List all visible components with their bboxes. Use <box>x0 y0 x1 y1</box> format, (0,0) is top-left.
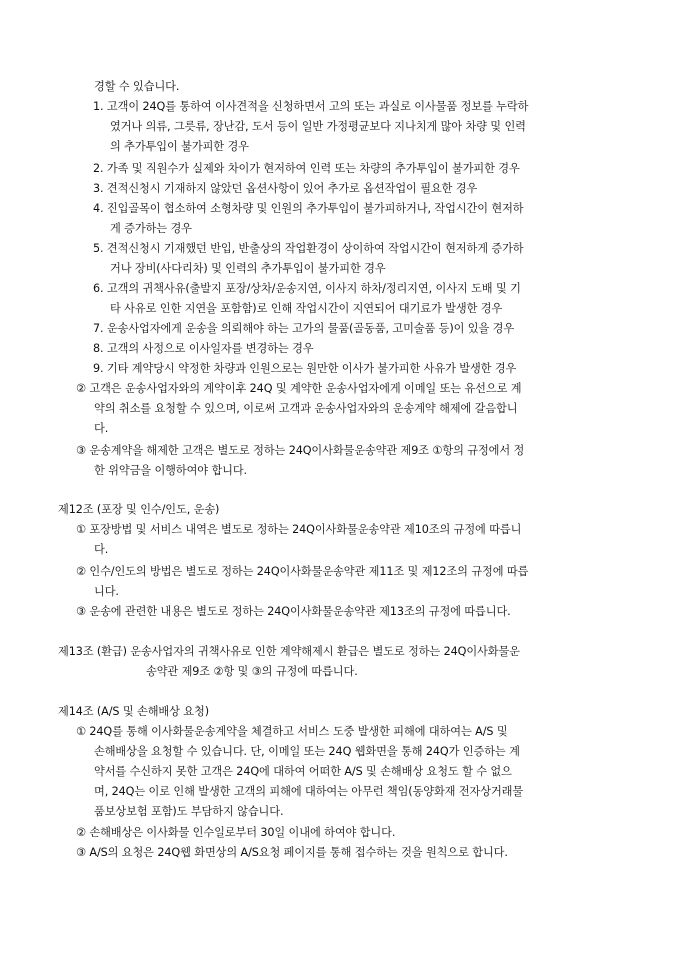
text-line: 타 사유로 인한 지연을 포함함)로 인해 작업시간이 지연되어 대기료가 발생한 경우 <box>110 302 503 315</box>
text-line: 게 증가하는 경우 <box>110 222 192 235</box>
article-13-heading: 제13조 (환급) 운송사업자의 귀책사유로 인한 계약해제시 환급은 별도로 정하는 24Q이사화물운 <box>58 645 520 658</box>
list-item-4: 4. 진입골목이 협소하여 소형차량 및 인원의 추가투입이 불가피하거나, 작업시간이 현저하 <box>93 202 524 215</box>
list-item-8: 8. 고객의 사정으로 이사일자를 변경하는 경우 <box>93 342 314 355</box>
text-line: 며, 24Q는 이로 인해 발생한 고객의 피해에 대하여는 아무런 책임(동양화재 전자상거래물 <box>94 785 524 798</box>
text-line: 품보상보험 포함)도 부담하지 않습니다. <box>94 805 284 818</box>
text-line: 니다. <box>94 585 119 598</box>
text-line: 의 추가투입이 불가피한 경우 <box>110 140 249 153</box>
text-line: 다. <box>94 422 109 435</box>
clause-2: ② 손해배상은 이사화물 인수일로부터 30일 이내에 하여야 합니다. <box>76 826 396 839</box>
clause-2: ② 인수/인도의 방법은 별도로 정하는 24Q이사화물운송약관 제11조 및 제12조의 규정에 따릅 <box>76 565 529 578</box>
clause-2: ② 고객은 운송사업자와의 계약이후 24Q 및 계약한 운송사업자에게 이메일 또는 유선으로 계 <box>76 382 522 395</box>
list-item-3: 3. 견적신청시 기재하지 않았던 옵션사항이 있어 추가로 옵션작업이 필요한 경우 <box>93 182 478 195</box>
list-item-6: 6. 고객의 귀책사유(출발지 포장/상차/운송지연, 이사지 하차/정리지연, 이사지 도배 및 기 <box>93 282 521 295</box>
list-item-7: 7. 운송사업자에게 운송을 의뢰해야 하는 고가의 물품(골동품, 고미술품 등)이 있을 경우 <box>93 322 515 335</box>
text-line: 약의 취소를 요청할 수 있으며, 이로써 고객과 운송사업자와의 운송계약 해제에 갈음합니 <box>94 402 518 415</box>
text-line: 였거나 의류, 그릇류, 장난감, 도서 등이 일반 가정평균보다 지나치게 많아 차량 및 인력 <box>110 120 526 133</box>
list-item-5: 5. 견적신청시 기재했던 반입, 반출상의 작업환경이 상이하여 작업시간이 현저하게 증가하 <box>93 242 524 255</box>
article-14-heading: 제14조 (A/S 및 손해배상 요청) <box>58 705 209 718</box>
text-line: 다. <box>94 543 109 556</box>
list-item-2: 2. 가족 및 직원수가 실제와 차이가 현저하여 인력 또는 차량의 추가투입이 불가피한 경우 <box>93 162 520 175</box>
text-line: 경할 수 있습니다. <box>94 80 180 93</box>
clause-3: ③ A/S의 요청은 24Q웹 화면상의 A/S요청 페이지를 통해 접수하는 것을 원칙으로 합니다. <box>76 846 508 859</box>
text-line: 한 위약금을 이행하여야 합니다. <box>94 464 248 477</box>
text-line: 거나 장비(사다리차) 및 인력의 추가투입이 불가피한 경우 <box>110 262 386 275</box>
clause-3: ③ 운송에 관련한 내용은 별도로 정하는 24Q이사화물운송약관 제13조의 규정에 따릅니다. <box>76 605 511 618</box>
text-line: 손해배상을 요청할 수 있습니다. 단, 이메일 또는 24Q 웹화면을 통해 24Q가 인증하는 계 <box>94 745 520 758</box>
clause-3: ③ 운송계약을 해제한 고객은 별도로 정하는 24Q이사화물운송약관 제9조 ①항의 규정에서 정 <box>76 444 525 457</box>
list-item-1: 1. 고객이 24Q를 통하여 이사견적을 신청하면서 고의 또는 과실로 이사물품 정보를 누락하 <box>93 100 529 113</box>
text-line: 약서를 수신하지 못한 고객은 24Q에 대하여 어떠한 A/S 및 손해배상 요청도 할 수 없으 <box>94 765 512 778</box>
article-12-heading: 제12조 (포장 및 인수/인도, 운송) <box>58 503 220 516</box>
clause-1: ① 24Q를 통해 이사화물운송계약을 체결하고 서비스 도중 발생한 피해에 대하여는 A/S 및 <box>76 725 508 738</box>
clause-1: ① 포장방법 및 서비스 내역은 별도로 정하는 24Q이사화물운송약관 제10조의 규정에 따릅니 <box>76 523 522 536</box>
list-item-9: 9. 기타 계약당시 약정한 차량과 인원으로는 원만한 이사가 불가피한 사유가 발생한 경우 <box>93 362 517 375</box>
text-line: 송약관 제9조 ②항 및 ③의 규정에 따릅니다. <box>146 665 358 678</box>
